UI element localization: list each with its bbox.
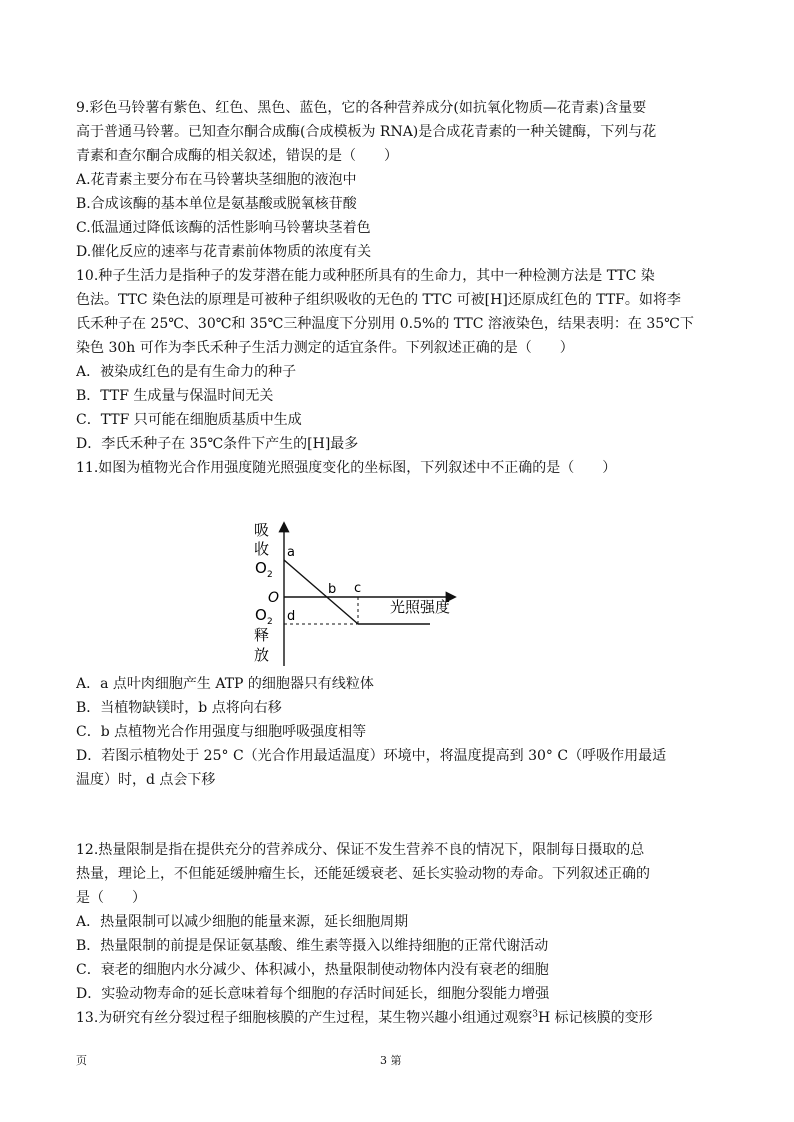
question-11-option-b: B．当植物缺镁时，b 点将向右移	[76, 700, 282, 716]
question-12-line-2: 热量，理论上，不但能延缓肿瘤生长，还能延缓衰老、延长实验动物的寿命。下列叙述正确的	[76, 866, 650, 882]
y-label-absorb-o: O	[255, 559, 267, 577]
question-9	[76, 96, 726, 264]
question-12	[76, 838, 726, 1030]
y-label-release-2: 放	[254, 646, 270, 664]
question-10-line-4: 染色 30h 可作为李氏禾种子生活力测定的适宜条件。下列叙述正确的是（ ）	[76, 340, 574, 356]
y-label-release-1: 释	[254, 626, 270, 644]
point-c-label: c	[354, 581, 362, 596]
question-11-options	[76, 672, 726, 792]
question-9-option-c: C.低温通过降低该酶的活性影响马铃薯块茎着色	[76, 220, 371, 236]
question-11-option-a: A．a 点叶肉细胞产生 ATP 的细胞器只有线粒体	[76, 676, 374, 692]
question-10-line-1: 10.种子生活力是指种子的发芽潜在能力或种胚所具有的生命力，其中一种检测方法是 TTC 染	[76, 268, 655, 284]
question-11-option-d-line-2: 温度）时，d 点会下移	[76, 772, 216, 788]
point-a-label: a	[287, 545, 295, 560]
question-9-option-a: A.花青素主要分布在马铃薯块茎细胞的液泡中	[76, 172, 357, 188]
question-9-line-2: 高于普通马铃薯。已知查尔酮合成酶(合成模板为 RNA)是合成花青素的一种关键酶，下列与花	[76, 124, 657, 140]
question-10	[76, 264, 726, 456]
question-11-option-d-line-1: D．若图示植物处于 25° C（光合作用最适温度）环境中，将温度提高到 30° C（呼吸作用最适	[76, 748, 667, 764]
question-12-line-3: 是（ ）	[76, 890, 146, 906]
y-label-release-o: O	[255, 606, 267, 624]
question-12-option-a: A．热量限制可以减少细胞的能量来源，延长细胞周期	[76, 914, 409, 930]
x-axis-label: 光照强度	[390, 598, 451, 616]
footer-page-number: 3 第	[380, 1054, 402, 1067]
question-10-option-b: B．TTF 生成量与保温时间无关	[76, 388, 274, 404]
question-10-option-d: D．李氏禾种子在 35℃条件下产生的[H]最多	[76, 436, 359, 452]
y-label-absorb-o-sub: 2	[267, 570, 273, 580]
question-13-line-1	[76, 1006, 726, 1030]
footer-page-label: 页	[76, 1054, 87, 1067]
question-9-option-b: B.合成该酶的基本单位是氨基酸或脱氧核苷酸	[76, 196, 357, 212]
question-10-line-2: 色法。TTC 染色法的原理是可被种子组织吸收的无色的 TTC 可被[H]还原成红色的 TTF。如将李	[76, 292, 681, 308]
y-label-release-o-sub: 2	[267, 617, 273, 627]
point-d-label: d	[287, 609, 296, 624]
diagram-svg	[250, 520, 460, 670]
question-10-option-c: C．TTF 只可能在细胞质基质中生成	[76, 412, 302, 428]
question-12-option-c: C．衰老的细胞内水分减少、体积减小，热量限制使动物体内没有衰老的细胞	[76, 962, 549, 978]
question-9-option-d: D.催化反应的速率与花青素前体物质的浓度有关	[76, 244, 372, 260]
question-13-text-before: 13.为研究有丝分裂过程子细胞核膜的产生过程，某生物兴趣小组通过观察	[76, 1010, 533, 1026]
question-13-text-after: H 标记核膜的变形	[538, 1010, 653, 1026]
question-9-line-3: 青素和查尔酮合成酶的相关叙述，错误的是（ ）	[76, 148, 398, 164]
question-12-line-1: 12.热量限制是指在提供充分的营养成分、保证不发生营养不良的情况下，限制每日摄取的总	[76, 842, 645, 858]
question-11	[76, 456, 726, 480]
question-12-option-b: B．热量限制的前提是保证氨基酸、维生素等摄入以维持细胞的正常代谢活动	[76, 938, 549, 954]
point-b-label: b	[328, 582, 337, 597]
origin-label: O	[268, 590, 280, 606]
question-12-option-d: D．实验动物寿命的延长意味着每个细胞的存活时间延长，细胞分裂能力增强	[76, 986, 550, 1002]
question-11-line-1: 11.如图为植物光合作用强度随光照强度变化的坐标图，下列叙述中不正确的是（ ）	[76, 460, 617, 476]
question-13-superscript: 3	[532, 1009, 538, 1020]
y-label-absorb-2: 收	[254, 540, 270, 558]
question-10-option-a: A．被染成红色的是有生命力的种子	[76, 364, 297, 380]
question-11-option-c: C．b 点植物光合作用强度与细胞呼吸强度相等	[76, 724, 367, 740]
question-10-line-3: 氏禾种子在 25℃、30℃和 35℃三种温度下分别用 0.5%的 TTC 溶液染色，结果表明：在 35℃下	[76, 316, 694, 332]
y-label-absorb-1: 吸	[254, 521, 270, 539]
question-9-line-1: 9.彩色马铃薯有紫色、红色、黑色、蓝色，它的各种营养成分(如抗氧化物质—花青素)含量要	[76, 100, 647, 116]
photosynthesis-light-diagram	[250, 520, 460, 670]
